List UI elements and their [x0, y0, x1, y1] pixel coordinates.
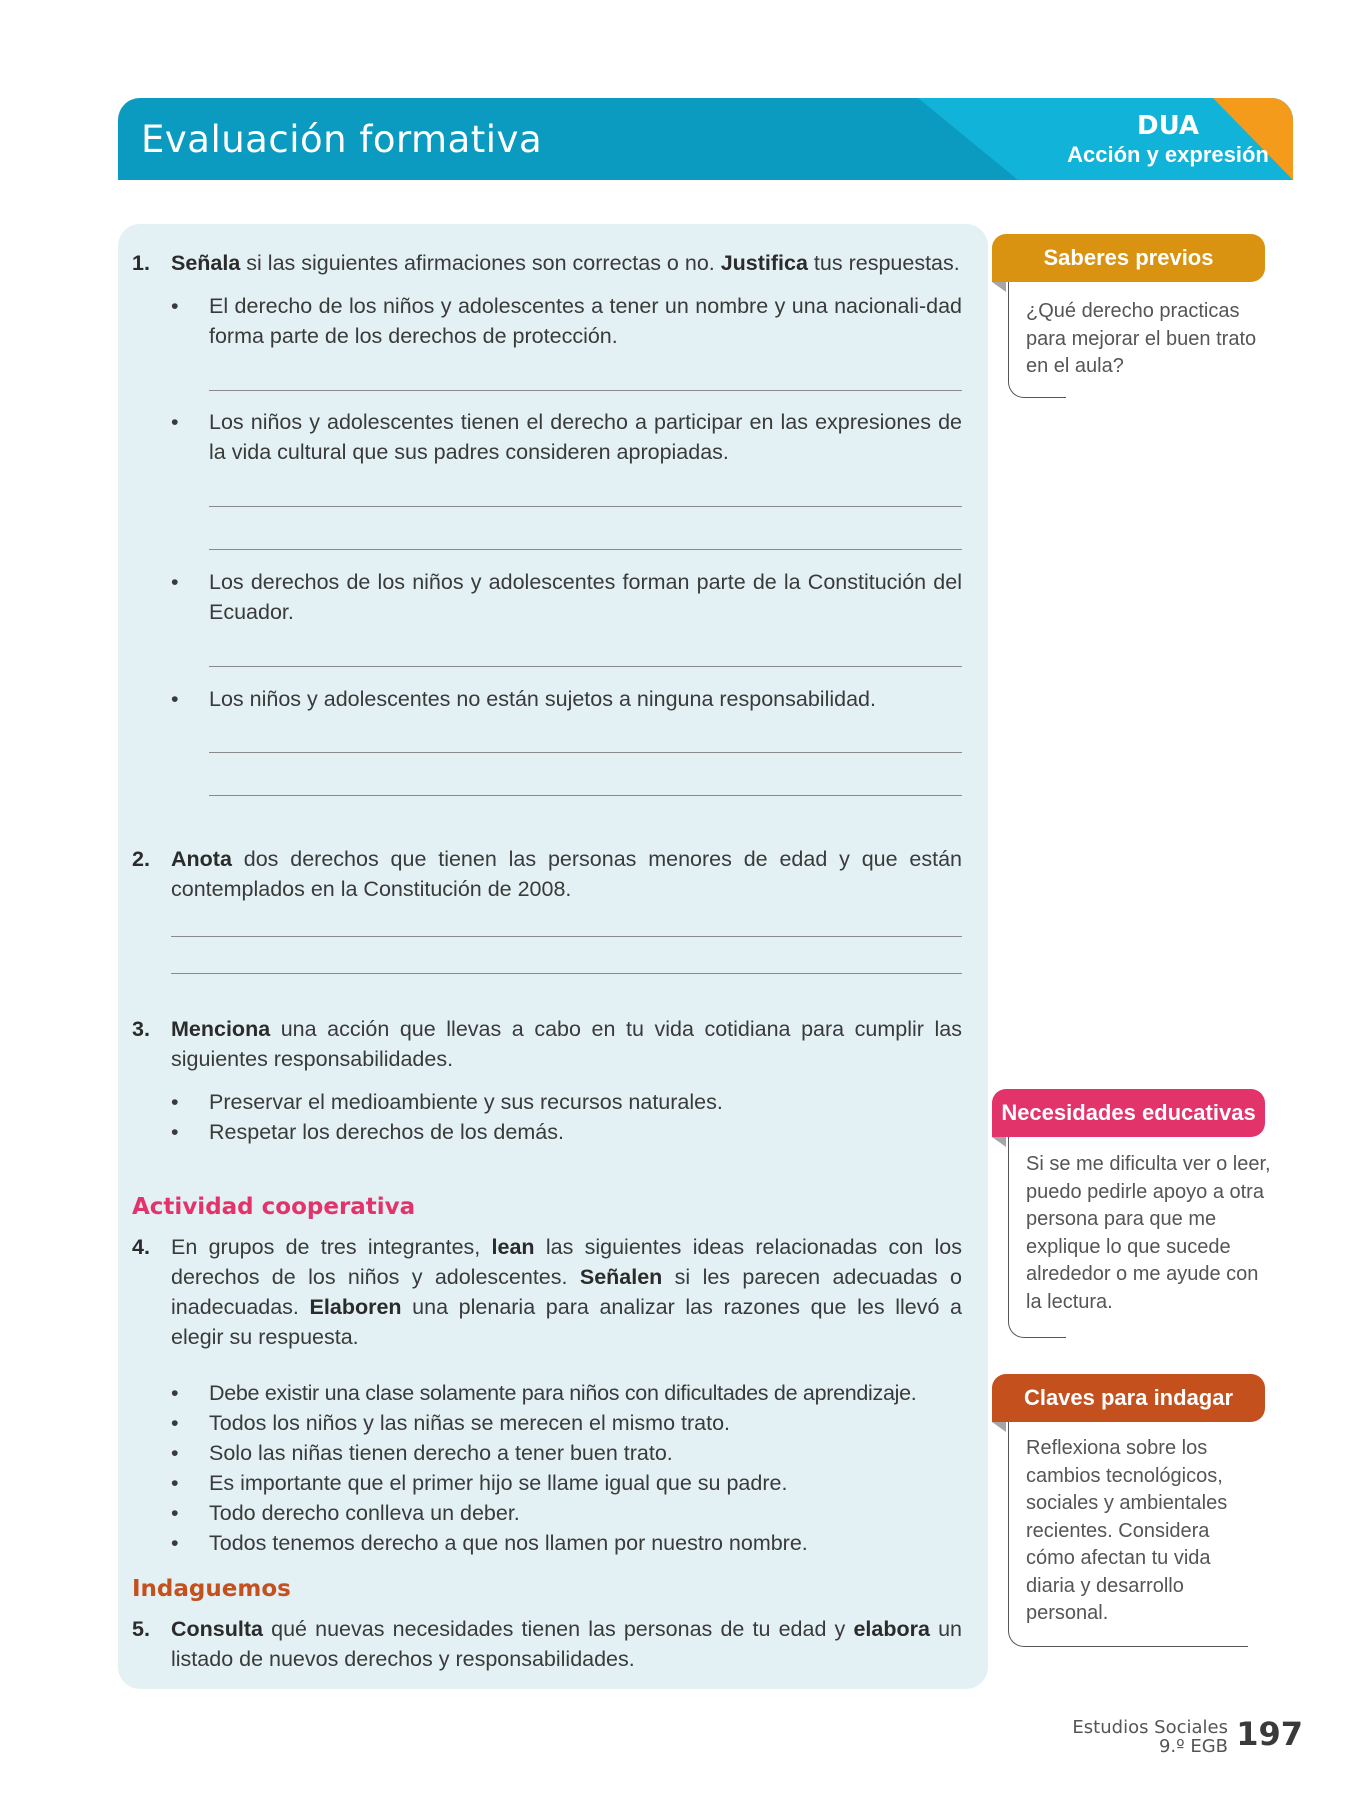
question-text: qué nuevas necesidades tienen las personas de tu edad y	[262, 1617, 854, 1641]
question-text: tus respuestas.	[807, 251, 960, 275]
question-text: las siguientes ideas relacionadas con los derechos de los niños y adolescentes.	[171, 1235, 962, 1289]
answer-line[interactable]	[209, 752, 962, 753]
instruction-verb: Señala	[171, 251, 241, 275]
question-text: una acción que llevas a cabo en tu vida cotidiana para cumplir las siguientes responsabilidades.	[171, 1017, 962, 1071]
answer-line[interactable]	[209, 666, 962, 667]
question-number: 4.	[132, 1235, 150, 1259]
dua-label: DUA	[1136, 111, 1200, 141]
list-item: • Preservar el medioambiente y sus recursos naturales.	[171, 1087, 962, 1117]
answer-line[interactable]	[209, 390, 962, 391]
question-number: 1.	[132, 251, 150, 275]
list-item-text: Es importante que el primer hijo se llame igual que su padre.	[209, 1471, 788, 1495]
list-item-text: El derecho de los niños y adolescentes a tener un nombre y una nacionali-dad forma parte de los derechos de protección.	[209, 294, 962, 348]
question-text: un listado de nuevos derechos y responsabilidades.	[171, 1617, 962, 1671]
question-number: 5.	[132, 1617, 150, 1641]
dua-subtitle: Acción y expresión	[1067, 142, 1269, 167]
question-1	[132, 248, 962, 278]
page-title: Evaluación formativa	[141, 118, 543, 161]
header-banner	[118, 98, 1293, 180]
question-5	[132, 1614, 962, 1674]
instruction-verb: Menciona	[171, 1017, 271, 1041]
list-item: • El derecho de los niños y adolescentes a tener un nombre y una nacionali-dad forma parte de los derechos de protección.	[171, 291, 962, 351]
answer-line[interactable]	[209, 549, 962, 550]
list-item-text: Todo derecho conlleva un deber.	[209, 1501, 520, 1525]
list-item: • Solo las niñas tienen derecho a tener buen trato.	[171, 1438, 962, 1468]
list-item-text: Los derechos de los niños y adolescentes forman parte de la Constitución del Ecuador.	[209, 570, 962, 624]
list-item-text: Todos tenemos derecho a que nos llamen por nuestro nombre.	[209, 1531, 808, 1555]
list-item-text: Solo las niñas tienen derecho a tener buen trato.	[209, 1441, 673, 1465]
list-item-text: Los niños y adolescentes tienen el derecho a participar en las expresiones de la vida cultural que sus padres consideren apropiadas.	[209, 410, 962, 464]
list-item: • Es importante que el primer hijo se llame igual que su padre.	[171, 1468, 962, 1498]
question-text: dos derechos que tienen las personas menores de edad y que están contemplados en la Constitución de 2008.	[171, 847, 962, 901]
instruction-verb: Anota	[171, 847, 232, 871]
dua-label-block	[993, 112, 1293, 170]
list-item-text: Debe existir una clase solamente para niños con dificultades de aprendizaje.	[209, 1381, 917, 1405]
list-item: • Los derechos de los niños y adolescentes forman parte de la Constitución del Ecuador.	[171, 567, 962, 627]
instruction-verb: Elaboren	[309, 1295, 402, 1319]
answer-line[interactable]	[171, 936, 962, 937]
question-text: si les parecen adecuadas o inadecuadas.	[171, 1265, 962, 1319]
question-number: 3.	[132, 1017, 150, 1041]
claves-para-indagar-text: Reflexiona sobre los cambios tecnológicos, sociales y ambientales recientes. Considera cómo afectan tu vida diaria y desarrollo personal.	[1026, 1437, 1228, 1624]
footer-subject-block	[1072, 1718, 1228, 1756]
footer-grade: 9.º EGB	[1158, 1736, 1228, 1757]
claves-para-indagar-header: Claves para indagar	[992, 1374, 1265, 1422]
question-3	[132, 1014, 962, 1074]
list-item: • Todos los niños y las niñas se merecen el mismo trato.	[171, 1408, 962, 1438]
list-item: • Todo derecho conlleva un deber.	[171, 1498, 962, 1528]
question-4	[132, 1232, 962, 1352]
saberes-previos-header: Saberes previos	[992, 234, 1265, 282]
question-2	[132, 844, 962, 904]
necesidades-educativas-header: Necesidades educativas	[992, 1089, 1265, 1137]
list-item-text: Preservar el medioambiente y sus recursos naturales.	[209, 1090, 723, 1114]
list-item: • Todos tenemos derecho a que nos llamen por nuestro nombre.	[171, 1528, 962, 1558]
question-text: En grupos de tres integrantes,	[171, 1235, 492, 1259]
list-item: • Los niños y adolescentes tienen el derecho a participar en las expresiones de la vida cultural que sus padres consideren apropiadas.	[171, 407, 962, 467]
instruction-verb: lean	[491, 1235, 535, 1259]
list-item-text: Todos los niños y las niñas se merecen el mismo trato.	[209, 1411, 731, 1435]
page-number: 197	[1236, 1715, 1303, 1753]
footer-subject: Estudios Sociales	[1072, 1717, 1228, 1738]
list-item-text: Respetar los derechos de los demás.	[209, 1120, 564, 1144]
list-item: • Respetar los derechos de los demás.	[171, 1117, 962, 1147]
question-text: una plenaria para analizar las razones que les llevó a elegir su respuesta.	[171, 1295, 962, 1349]
instruction-verb: Señalen	[579, 1265, 663, 1289]
list-item: • Los niños y adolescentes no están sujetos a ninguna responsabilidad.	[171, 684, 962, 714]
activity-panel	[118, 224, 988, 1689]
instruction-verb: elabora	[853, 1617, 930, 1641]
answer-line[interactable]	[209, 506, 962, 507]
necesidades-educativas-text: Si se me dificulta ver o leer, puedo pedirle apoyo a otra persona para que me explique lo que sucede alrededor o me ayude con la lectura.	[1026, 1153, 1271, 1313]
question-number: 2.	[132, 847, 150, 871]
instruction-verb: Justifica	[720, 251, 808, 275]
investigate-title: Indaguemos	[132, 1576, 291, 1602]
question-text: si las siguientes afirmaciones son correctas o no.	[240, 251, 721, 275]
instruction-verb: Consulta	[171, 1617, 263, 1641]
saberes-previos-text: ¿Qué derecho practicas para mejorar el buen trato en el aula?	[1026, 300, 1257, 377]
list-item-text: Los niños y adolescentes no están sujetos a ninguna responsabilidad.	[209, 687, 876, 711]
cooperative-activity-title: Actividad cooperativa	[132, 1194, 416, 1220]
list-item: • Debe existir una clase solamente para niños con dificultades de aprendizaje.	[171, 1378, 971, 1408]
answer-line[interactable]	[171, 973, 962, 974]
answer-line[interactable]	[209, 795, 962, 796]
